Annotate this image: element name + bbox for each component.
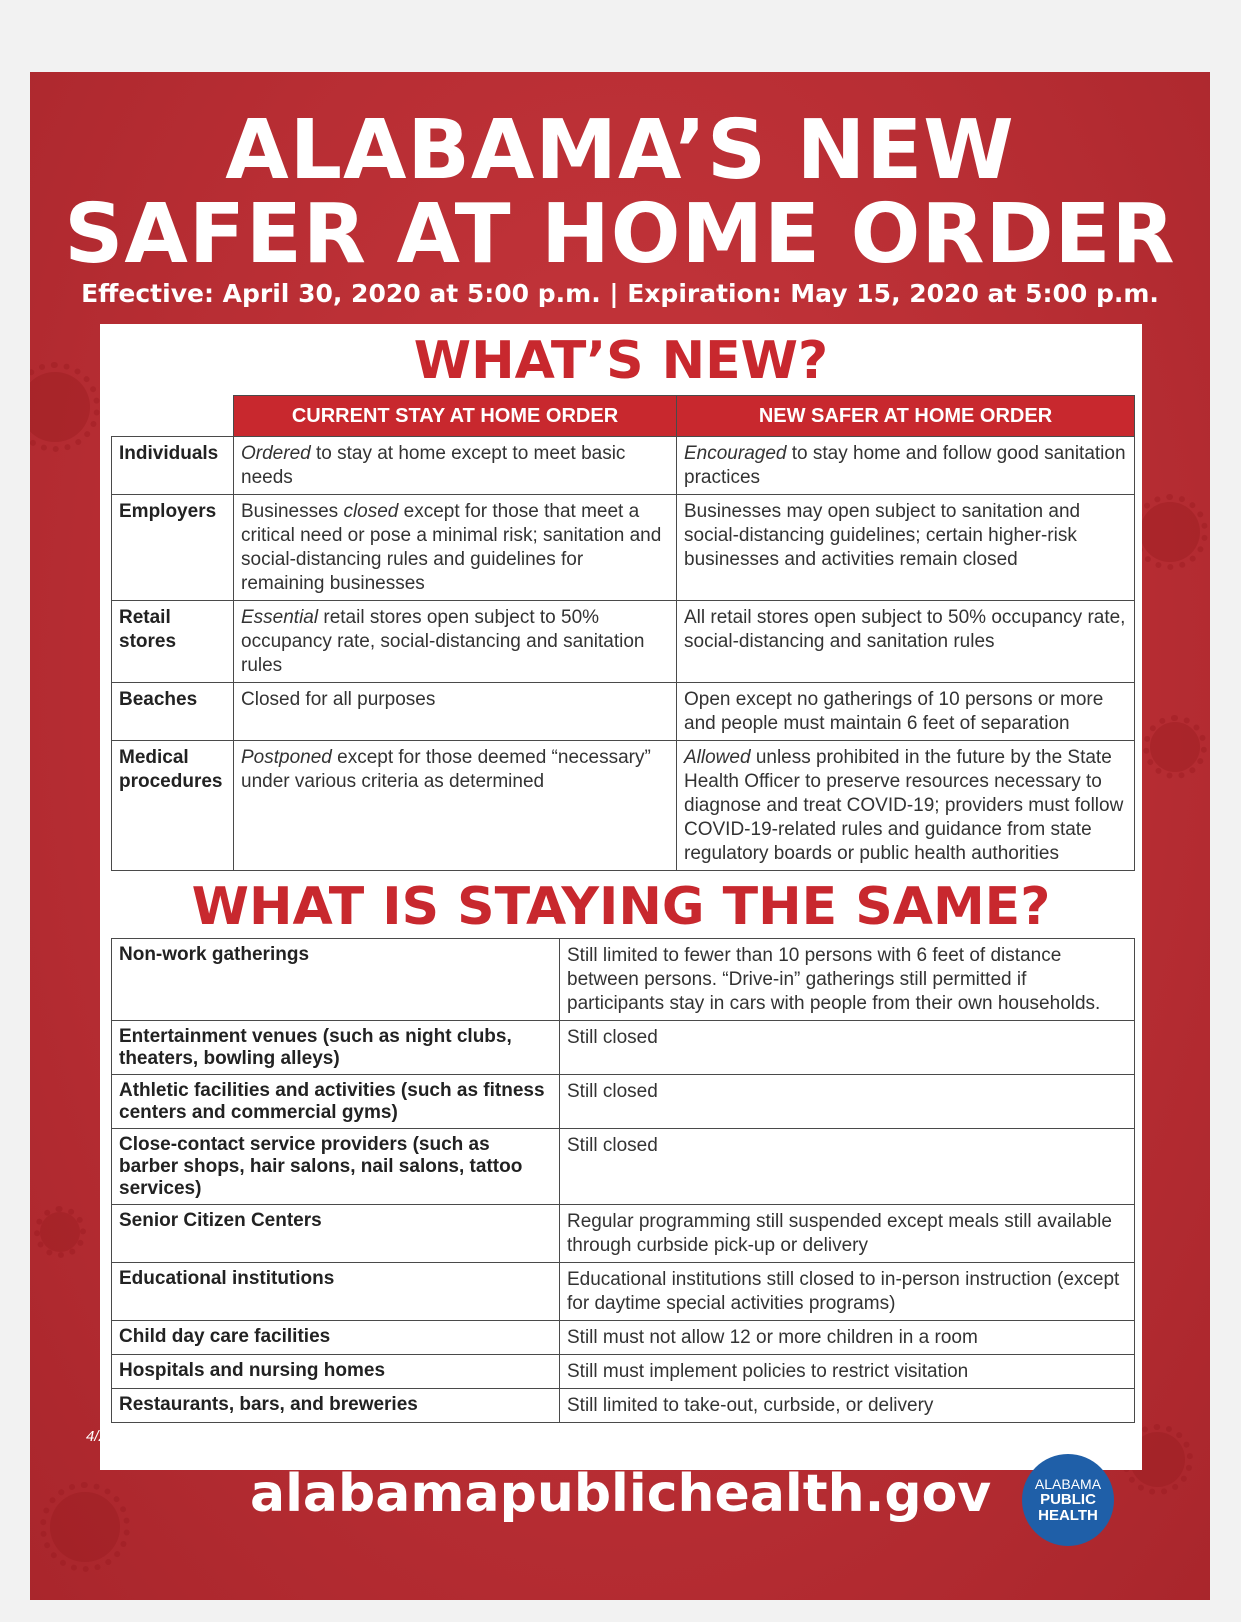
- table-row: [112, 437, 1135, 495]
- row-value: Still limited to fewer than 10 persons with 6 feet of distance between persons. “Drive-in” gatherings still permitted if participants stay in cars with people from their own households.: [560, 939, 1135, 1021]
- row-label: Child day care facilities: [112, 1321, 560, 1355]
- row-value: Still must not allow 12 or more children in a room: [560, 1321, 1135, 1355]
- table-row: [112, 495, 1135, 601]
- new-cell: [677, 741, 1135, 871]
- current-order-header: CURRENT STAY AT HOME ORDER: [234, 396, 677, 437]
- cell-text: retail stores open subject to 50% occupancy rate, social-distancing and sanitation rules: [241, 607, 645, 676]
- new-order-header: NEW SAFER AT HOME ORDER: [677, 396, 1135, 437]
- current-cell: Closed for all purposes: [234, 683, 677, 741]
- poster-title-line1: ALABAMA’S NEW: [225, 103, 1015, 198]
- table-row: [112, 939, 1135, 1021]
- cell-text: to stay home and follow good sanitation practices: [684, 443, 1126, 488]
- current-cell: [234, 741, 677, 871]
- poster: [30, 72, 1210, 1600]
- row-label: Individuals: [112, 437, 234, 495]
- emphasis-text: Postponed: [241, 747, 332, 768]
- table-row: [112, 1263, 1135, 1321]
- new-cell: All retail stores open subject to 50% occupancy rate, social-distancing and sanitation rules: [677, 601, 1135, 683]
- row-value: Still limited to take-out, curbside, or delivery: [560, 1389, 1135, 1423]
- row-label: Restaurants, bars, and breweries: [112, 1389, 560, 1423]
- row-label: Retail stores: [112, 601, 234, 683]
- blank-header-cell: [112, 396, 234, 437]
- cell-text: to stay at home except to meet basic needs: [241, 443, 626, 488]
- emphasis-text: closed: [343, 501, 399, 522]
- table-row: [112, 601, 1135, 683]
- table-row: [112, 1075, 1135, 1129]
- virus-decoration-icon: [1150, 722, 1200, 772]
- staying-same-heading: WHAT IS STAYING THE SAME?: [191, 877, 1051, 937]
- row-label: Medical procedures: [112, 741, 234, 871]
- table-row: [112, 741, 1135, 871]
- row-label: Close-contact service providers (such as barber shops, hair salons, nail salons, tattoo services): [112, 1129, 560, 1205]
- emphasis-text: Essential: [241, 607, 319, 628]
- table-row: [112, 1021, 1135, 1075]
- virus-decoration-icon: [1140, 502, 1200, 562]
- current-cell: [234, 437, 677, 495]
- cell-text: Businesses: [241, 501, 344, 522]
- website-url[interactable]: alabamapublichealth.gov: [250, 1464, 992, 1524]
- table-row: [112, 1129, 1135, 1205]
- cell-text: except for those that meet a critical need or pose a minimal risk; sanitation and social-distancing rules and guidelines for remaining businesses: [241, 501, 662, 594]
- whats-new-heading: WHAT’S NEW?: [413, 331, 829, 391]
- poster-title-line2: SAFER AT HOME ORDER: [64, 187, 1176, 282]
- new-cell: Open except no gatherings of 10 persons or more and people must maintain 6 feet of separation: [677, 683, 1135, 741]
- emphasis-text: Allowed: [684, 747, 751, 768]
- table-row: [112, 1321, 1135, 1355]
- row-value: Still must implement policies to restrict visitation: [560, 1355, 1135, 1389]
- cell-text: except for those deemed “necessary” under various criteria as determined: [241, 747, 651, 792]
- emphasis-text: Ordered: [241, 443, 311, 464]
- row-label: Entertainment venues (such as night clubs, theaters, bowling alleys): [112, 1021, 560, 1075]
- row-value: Educational institutions still closed to in-person instruction (except for daytime special activities programs): [560, 1263, 1135, 1321]
- table-row: [112, 1355, 1135, 1389]
- whats-new-table: [111, 395, 1135, 871]
- row-label: Educational institutions: [112, 1263, 560, 1321]
- effective-dates: Effective: April 30, 2020 at 5:00 p.m. | Expiration: May 15, 2020 at 5:00 p.m.: [81, 279, 1159, 308]
- virus-decoration-icon: [30, 372, 90, 442]
- logo-text-line3: HEALTH: [1038, 1507, 1098, 1524]
- virus-decoration-icon: [50, 1492, 120, 1562]
- row-label: Senior Citizen Centers: [112, 1205, 560, 1263]
- cell-text: unless prohibited in the future by the State Health Officer to preserve resources necessary to diagnose and treat COVID-19; providers must follow COVID-19-related rules and guidance from state regulatory boards or public health authorities: [684, 747, 1124, 864]
- row-label: Hospitals and nursing homes: [112, 1355, 560, 1389]
- new-cell: [677, 437, 1135, 495]
- current-cell: [234, 601, 677, 683]
- emphasis-text: Encouraged: [684, 443, 787, 464]
- revision-date: 4/2020: [86, 1428, 132, 1445]
- table-row: [112, 1205, 1135, 1263]
- table-header-row: [112, 396, 1135, 437]
- table-row: [112, 683, 1135, 741]
- content-panel: [100, 324, 1142, 1470]
- staying-same-table: [111, 938, 1135, 1423]
- logo-text-line1: ALABAMA: [1034, 1476, 1102, 1492]
- row-label: Beaches: [112, 683, 234, 741]
- logo-text-line2: PUBLIC: [1040, 1491, 1096, 1508]
- row-label: Non-work gatherings: [112, 939, 560, 1021]
- row-value: Still closed: [560, 1075, 1135, 1129]
- virus-decoration-icon: [40, 1212, 80, 1252]
- current-cell: [234, 495, 677, 601]
- row-value: Still closed: [560, 1129, 1135, 1205]
- table-row: [112, 1389, 1135, 1423]
- row-label: Athletic facilities and activities (such as fitness centers and commercial gyms): [112, 1075, 560, 1129]
- row-value: Still closed: [560, 1021, 1135, 1075]
- row-value: Regular programming still suspended except meals still available through curbside pick-up or delivery: [560, 1205, 1135, 1263]
- new-cell: Businesses may open subject to sanitation and social-distancing guidelines; certain higher-risk businesses and activities remain closed: [677, 495, 1135, 601]
- row-label: Employers: [112, 495, 234, 601]
- alabama-public-health-logo: [1022, 1454, 1114, 1546]
